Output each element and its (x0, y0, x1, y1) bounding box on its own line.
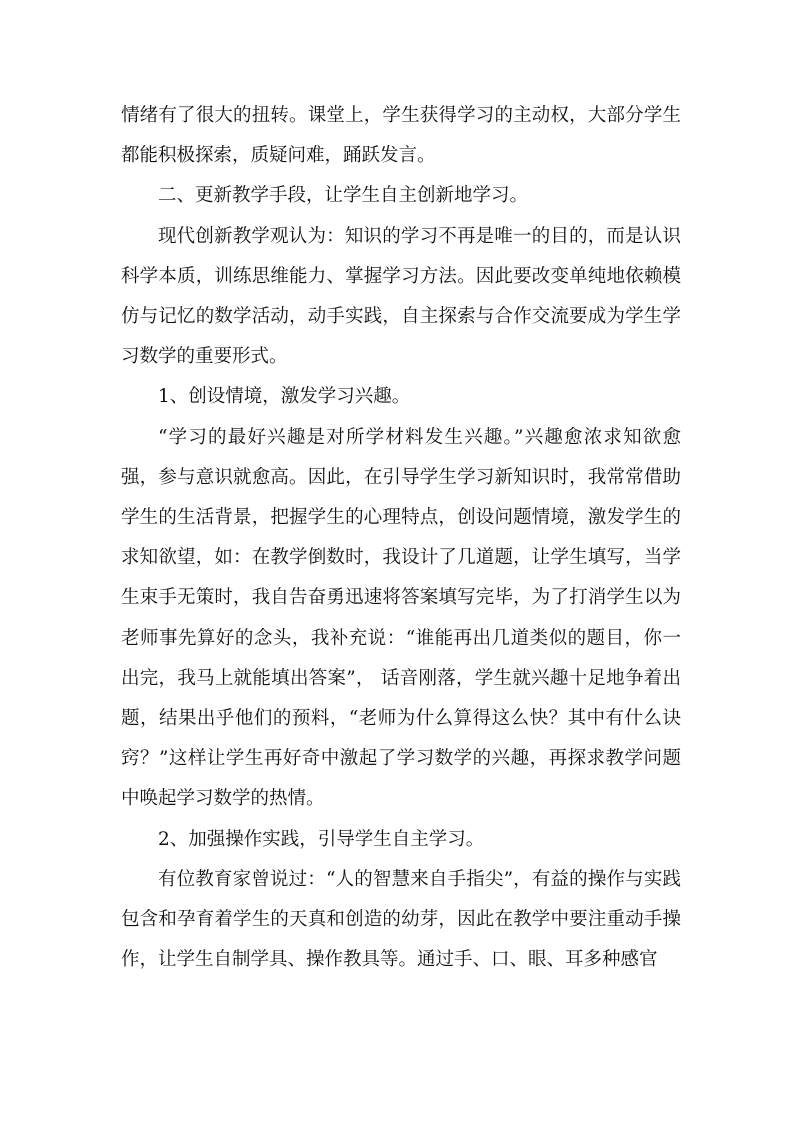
subheading-2: 2、加强操作实践，引导学生自主学习。 (158, 828, 485, 850)
section-heading-2: 二、更新教学手段，让学生自主创新地学习。 (158, 185, 529, 207)
paragraph: 现代创新教学观认为：知识的学习不再是唯一的目的，而是认识科学本质，训练思维能力、掌握学习方法。因此要改变单纯地依赖模仿与记忆的数学活动，动手实践，自主探索与合作交流要成为学生学习数学的重要形式。 (121, 225, 681, 368)
body-text (121, 96, 681, 980)
paragraph-continuation: 情绪有了很大的扭转。课堂上，学生获得学习的主动权，大部分学生都能积极探索，质疑问难，踊跃发言。 (121, 105, 681, 167)
paragraph: 有位教育家曾说过：“人的智慧来自手指尖”，有益的操作与实践包含和孕育着学生的天真和创造的幼芽，因此在教学中要注重动手操作，让学生自制学具、操作教具等。通过手、口、眼、耳多种感官 (121, 868, 681, 971)
paragraph: “学习的最好兴趣是对所学材料发生兴趣。”兴趣愈浓求知欲愈强，参与意识就愈高。因此，在引导学生学习新知识时，我常常借助学生的生活背景，把握学生的心理特点，创设问题情境，激发学生的求知欲望，如：在教学倒数时，我设计了几道题，让学生填写，当学生束手无策时，我自告奋勇迅速将答案填写完毕，为了打消学生以为老师事先算好的念头，我补充说：“谁能再出几道类似的题目，你一出完，我马上就能填出答案”， 话音刚落，学生就兴趣十足地争着出题，结果出乎他们的预料，“老师为什么算得这么快？其中有什么诀窍？”这样让学生再好奇中激起了学习数学的兴趣，再探求教学问题中唤起学习数学的热情。 (121, 426, 681, 810)
subheading-1: 1、创设情境，激发学习兴趣。 (158, 386, 411, 408)
